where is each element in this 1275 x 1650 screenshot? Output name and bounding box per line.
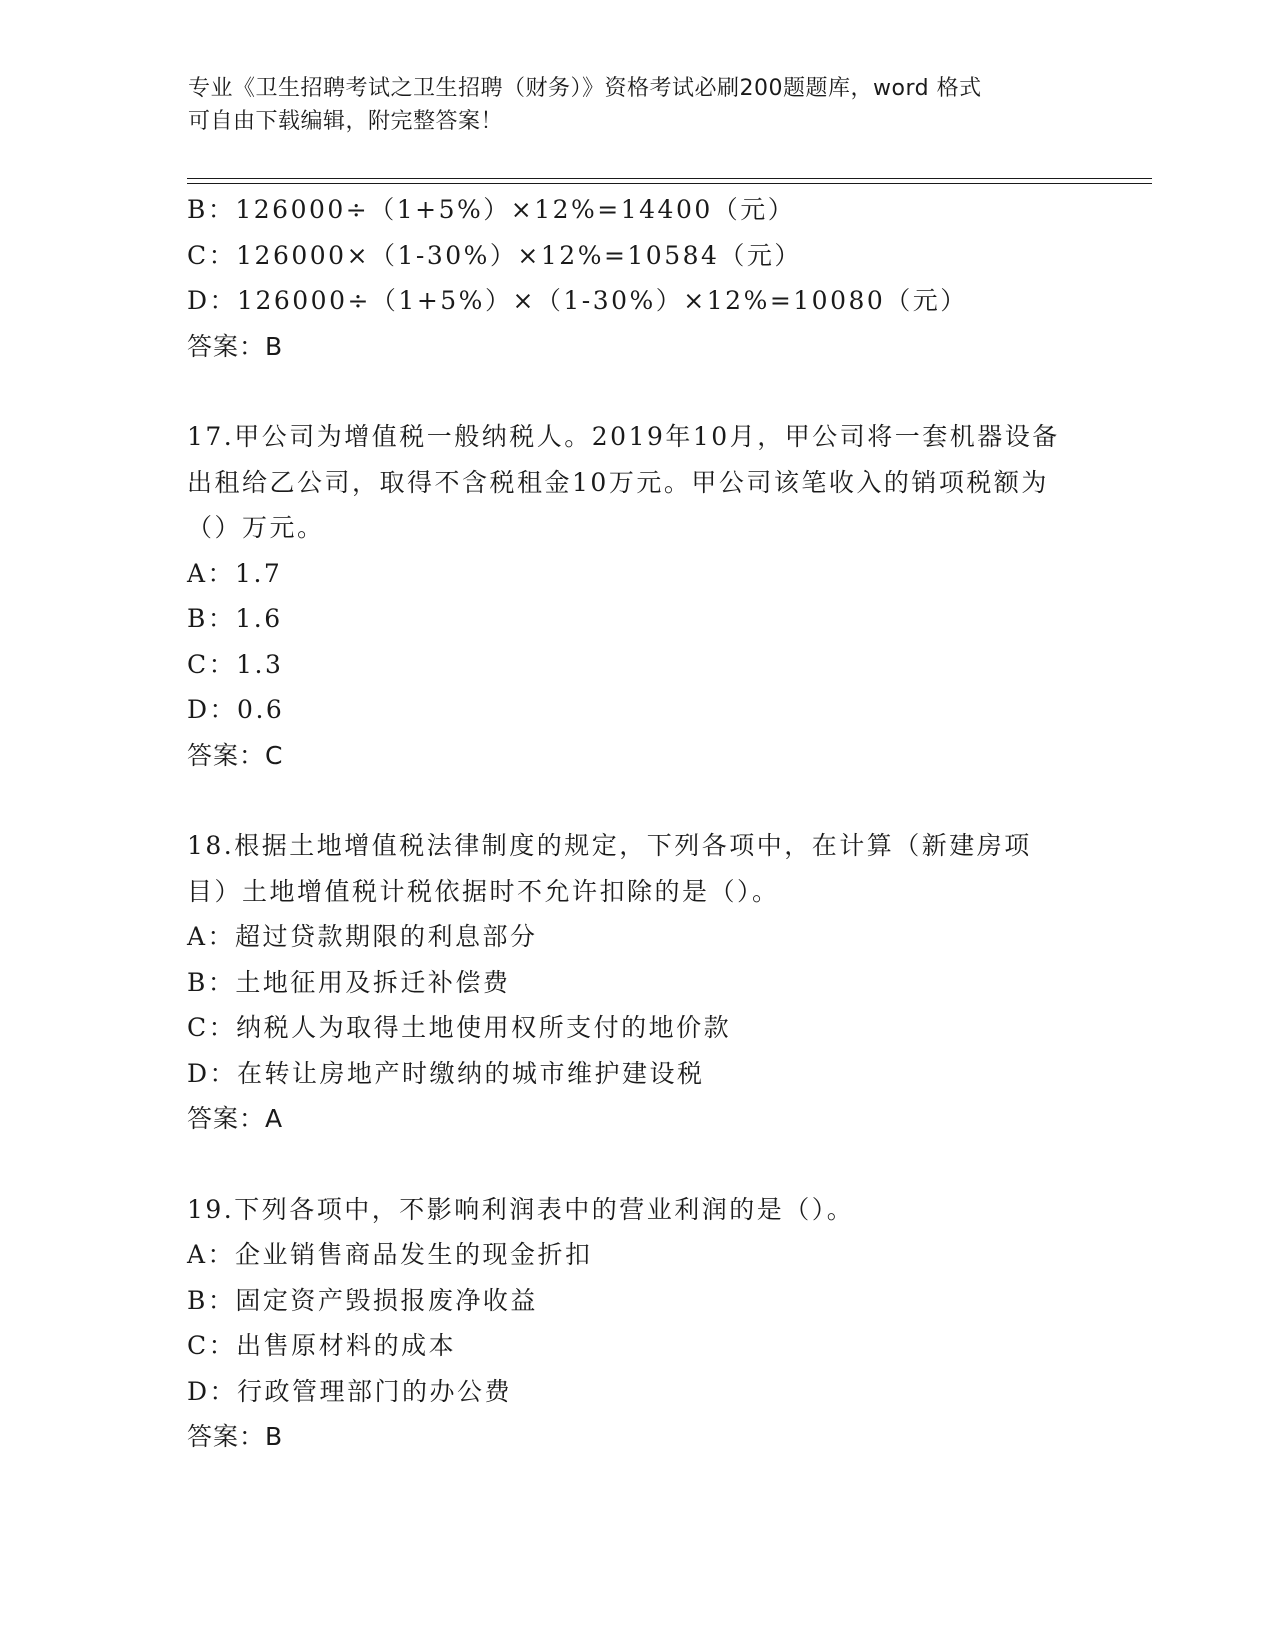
- option-d: D：行政管理部门的办公费: [187, 1376, 513, 1406]
- option-d: D：0.6: [187, 695, 285, 724]
- question-17: [187, 414, 1147, 778]
- question-stem: 17.甲公司为增值税一般纳税人。2019年10月，甲公司将一套机器设备出租给乙公司，取得不含税租金10万元。甲公司该笔收入的销项税额为（）万元。: [187, 422, 1060, 542]
- document-header: [188, 72, 1068, 138]
- option-c: C：出售原材料的成本: [187, 1331, 457, 1360]
- header-line-2: 可自由下载编辑，附完整答案！: [188, 109, 504, 134]
- header-line-1: 专业《卫生招聘考试之卫生招聘（财务）》资格考试必刷200题题库，word 格式: [188, 76, 982, 101]
- option-c: C：纳税人为取得土地使用权所支付的地价款: [187, 1013, 732, 1042]
- option-a: A：1.7: [187, 558, 283, 588]
- option-d: D：126000÷（1+5%）×（1-30%）×12%=10080（元）: [187, 286, 968, 315]
- question-16-continued: [187, 187, 1147, 369]
- option-b: B：土地征用及拆迁补偿费: [187, 967, 511, 997]
- header-rule-top: [187, 178, 1152, 179]
- question-19: [187, 1187, 1147, 1460]
- document-body: [187, 187, 1147, 1460]
- option-b: B：126000÷（1+5%）×12%=14400（元）: [187, 195, 796, 224]
- header-rule-bottom: [187, 183, 1152, 184]
- answer: 答案：B: [187, 331, 284, 361]
- option-b: B：固定资产毁损报废净收益: [187, 1285, 538, 1315]
- answer: 答案：C: [187, 740, 284, 770]
- question-stem: 18.根据土地增值税法律制度的规定，下列各项中，在计算（新建房项目）土地增值税计税依据时不允许扣除的是（）。: [187, 831, 1032, 906]
- question-stem: 19.下列各项中，不影响利润表中的营业利润的是（）。: [187, 1194, 855, 1224]
- answer: 答案：B: [187, 1422, 284, 1451]
- question-18: [187, 823, 1147, 1142]
- option-a: A：企业销售商品发生的现金折扣: [187, 1240, 593, 1269]
- option-a: A：超过贷款期限的利息部分: [187, 922, 538, 951]
- option-c: C：126000×（1-30%）×12%=10584（元）: [187, 240, 802, 270]
- answer: 答案：A: [187, 1104, 284, 1133]
- option-d: D：在转让房地产时缴纳的城市维护建设税: [187, 1058, 705, 1088]
- option-b: B：1.6: [187, 604, 283, 633]
- option-c: C：1.3: [187, 649, 284, 679]
